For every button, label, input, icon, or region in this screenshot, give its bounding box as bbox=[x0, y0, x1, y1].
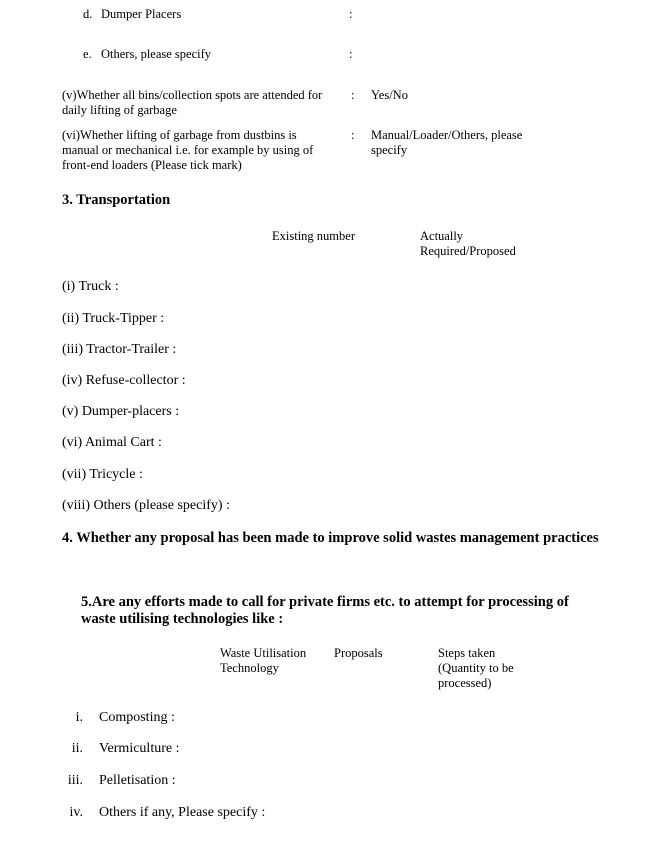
tech-item-numeral: iii. bbox=[67, 773, 83, 788]
section3-heading: 3. Transportation bbox=[62, 192, 171, 208]
section3-col-required bbox=[420, 229, 516, 259]
section5-heading bbox=[81, 594, 569, 628]
question-vi-line: (vi)Whether lifting of garbage from dustbins is bbox=[62, 128, 297, 142]
tech-item-numeral: i. bbox=[75, 710, 83, 725]
vehicle-row-animal-cart: (vi) Animal Cart : bbox=[62, 435, 162, 450]
item-d-marker: d. bbox=[83, 7, 93, 21]
vehicle-row-others: (viii) Others (please specify) : bbox=[62, 498, 230, 513]
section5-col-technology-line: Waste Utilisation bbox=[220, 646, 307, 660]
question-v-answer: Yes/No bbox=[371, 88, 408, 102]
section5-col-steps-line: processed) bbox=[438, 676, 492, 690]
tech-item-vermiculture: Vermiculture : bbox=[99, 741, 180, 756]
tech-item-numeral: iv. bbox=[69, 805, 83, 820]
vehicle-row-truck: (i) Truck : bbox=[62, 279, 119, 294]
section5-col-technology bbox=[220, 646, 306, 676]
question-v-line: (v)Whether all bins/collection spots are attended for bbox=[62, 88, 323, 102]
question-vi-answer-line: Manual/Loader/Others, please bbox=[371, 128, 523, 142]
section5-heading-line: 5.Are any efforts made to call for private firms etc. to attempt for processing of bbox=[81, 594, 569, 610]
item-d-label: Dumper Placers bbox=[101, 7, 182, 21]
question-vi-line: manual or mechanical i.e. for example by using of bbox=[62, 143, 314, 157]
tech-item-others: Others if any, Please specify : bbox=[99, 805, 266, 820]
section5-heading-line: waste utilising technologies like : bbox=[81, 611, 284, 627]
item-e-marker: e. bbox=[83, 47, 92, 61]
section5-col-steps-line: (Quantity to be bbox=[438, 661, 514, 675]
question-v-colon: : bbox=[351, 88, 355, 102]
question-vi bbox=[62, 128, 313, 173]
section3-col-existing: Existing number bbox=[272, 229, 355, 243]
vehicle-row-truck-tipper: (ii) Truck-Tipper : bbox=[62, 311, 165, 326]
question-vi-colon: : bbox=[351, 128, 355, 142]
item-d-colon: : bbox=[349, 7, 353, 21]
vehicle-row-dumper-placers: (v) Dumper-placers : bbox=[62, 404, 180, 419]
section5-col-technology-line: Technology bbox=[220, 661, 279, 675]
question-vi-line: front-end loaders (Please tick mark) bbox=[62, 158, 242, 172]
section5-col-steps bbox=[438, 646, 514, 691]
section3-col-required-line: Required/Proposed bbox=[420, 244, 516, 258]
question-vi-answer bbox=[371, 128, 522, 158]
tech-item-composting: Composting : bbox=[99, 710, 175, 725]
section4-heading: 4. Whether any proposal has been made to improve solid wastes management practices bbox=[62, 530, 599, 546]
tech-item-pelletisation: Pelletisation : bbox=[99, 773, 176, 788]
item-e-colon: : bbox=[349, 47, 353, 61]
question-v-line: daily lifting of garbage bbox=[62, 103, 177, 117]
question-vi-answer-line: specify bbox=[371, 143, 408, 157]
section5-col-steps-line: Steps taken bbox=[438, 646, 496, 660]
vehicle-row-refuse-collector: (iv) Refuse-collector : bbox=[62, 373, 186, 388]
tech-item-numeral: ii. bbox=[71, 741, 83, 756]
section3-col-required-line: Actually bbox=[420, 229, 464, 243]
question-v bbox=[62, 88, 322, 118]
item-e-label: Others, please specify bbox=[101, 47, 212, 61]
vehicle-row-tractor-trailer: (iii) Tractor-Trailer : bbox=[62, 342, 177, 357]
section5-col-proposals: Proposals bbox=[334, 646, 383, 660]
vehicle-row-tricycle: (vii) Tricycle : bbox=[62, 467, 143, 482]
